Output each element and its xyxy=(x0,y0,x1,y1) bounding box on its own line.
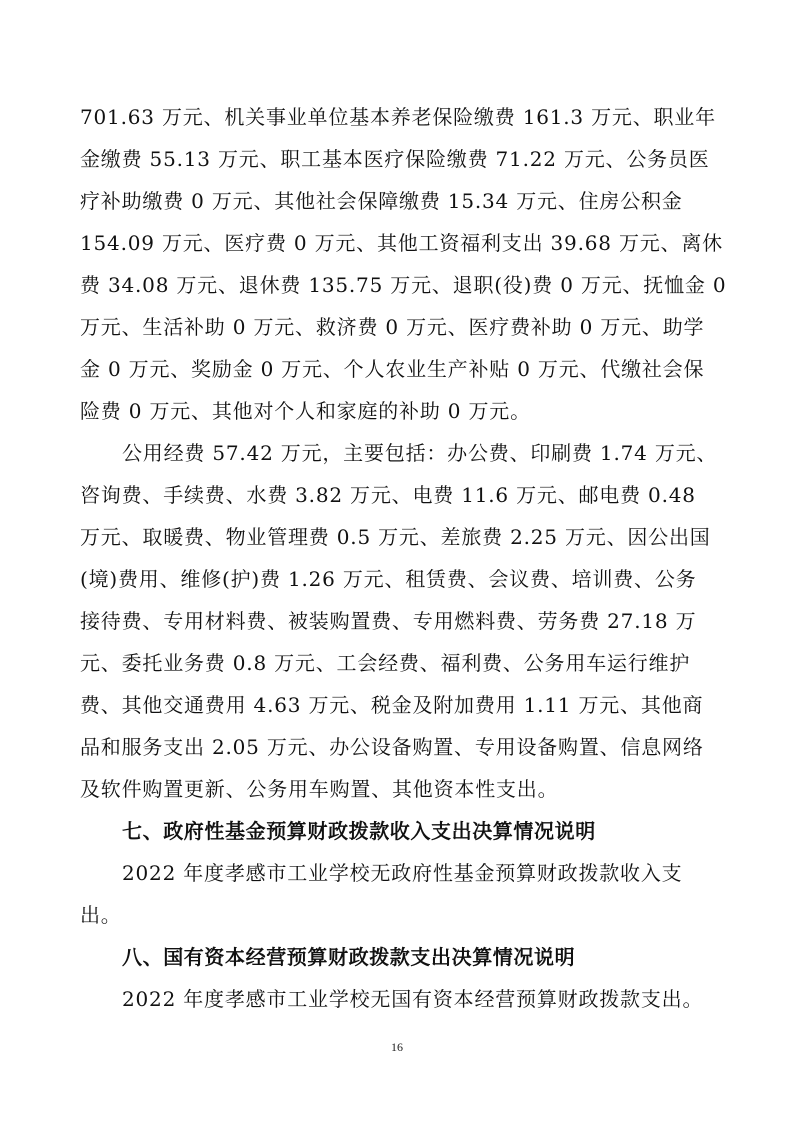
body-line: 金缴费 55.13 万元、职工基本医疗保险缴费 71.22 万元、公务员医 xyxy=(80,147,710,171)
body-line: 元、委托业务费 0.8 万元、工会经费、福利费、公务用车运行维护 xyxy=(80,651,691,675)
page-number: 16 xyxy=(391,1040,403,1054)
body-line: 疗补助缴费 0 万元、其他社会保障缴费 15.34 万元、住房公积金 xyxy=(80,189,683,213)
paragraph-first-line: 2022 年度孝感市工业学校无政府性基金预算财政拨款收入支 xyxy=(122,861,683,885)
section-7-heading: 七、政府性基金预算财政拨款收入支出决算情况说明 xyxy=(122,819,596,843)
body-line: 及软件购置更新、公务用车购置、其他资本性支出。 xyxy=(80,777,559,801)
body-line: 出。 xyxy=(80,903,122,927)
body-line: 接待费、专用材料费、被装购置费、专用燃料费、劳务费 27.18 万 xyxy=(80,609,697,633)
body-line: 品和服务支出 2.05 万元、办公设备购置、专用设备购置、信息网络 xyxy=(80,735,704,759)
body-line: 154.09 万元、医疗费 0 万元、其他工资福利支出 39.68 万元、离休 xyxy=(80,231,723,255)
body-line: 咨询费、手续费、水费 3.82 万元、电费 11.6 万元、邮电费 0.48 xyxy=(80,483,696,507)
body-line: 费 34.08 万元、退休费 135.75 万元、退职(役)费 0 万元、抚恤金 0 xyxy=(80,273,727,297)
body-line: 金 0 万元、奖励金 0 万元、个人农业生产补贴 0 万元、代缴社会保 xyxy=(80,357,705,381)
body-line: (境)费用、维修(护)费 1.26 万元、租赁费、会议费、培训费、公务 xyxy=(80,567,697,591)
paragraph-first-line: 公用经费 57.42 万元，主要包括：办公费、印刷费 1.74 万元、 xyxy=(122,441,718,465)
body-line: 费、其他交通费用 4.63 万元、税金及附加费用 1.11 万元、其他商 xyxy=(80,693,704,717)
body-line: 险费 0 万元、其他对个人和家庭的补助 0 万元。 xyxy=(80,399,531,423)
body-line: 万元、取暖费、物业管理费 0.5 万元、差旅费 2.25 万元、因公出国 xyxy=(80,525,711,549)
body-line: 701.63 万元、机关事业单位基本养老保险缴费 161.3 万元、职业年 xyxy=(80,105,716,129)
paragraph-first-line: 2022 年度孝感市工业学校无国有资本经营预算财政拨款支出。 xyxy=(122,987,704,1011)
section-8-heading: 八、国有资本经营预算财政拨款支出决算情况说明 xyxy=(122,945,576,969)
body-line: 万元、生活补助 0 万元、救济费 0 万元、医疗费补助 0 万元、助学 xyxy=(80,315,705,339)
